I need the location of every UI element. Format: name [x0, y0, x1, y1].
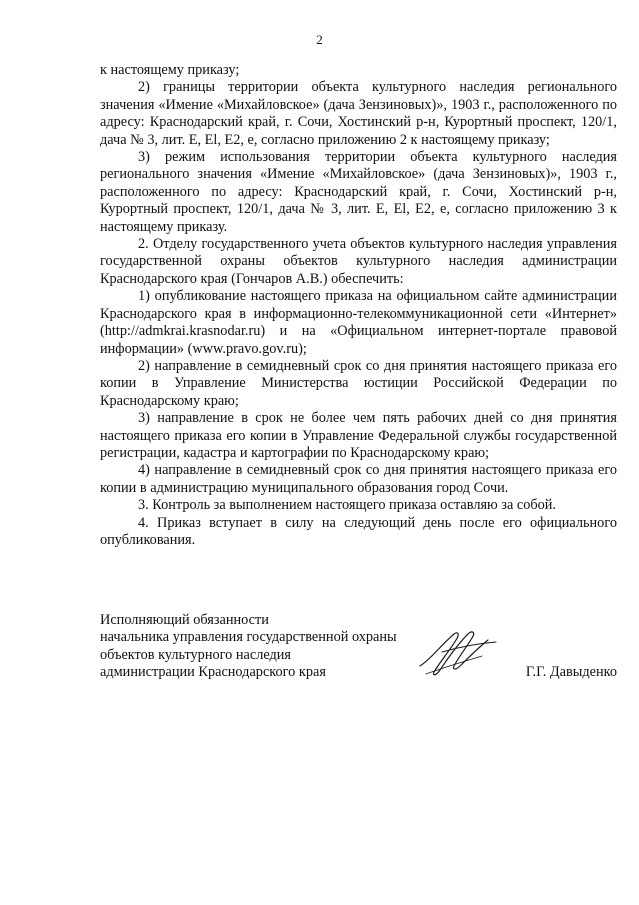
- paragraph: 3) направление в срок не более чем пять рабочих дней со дня принятия настоящего приказа его копии в Управление Федеральной службы государственной регистрации, кадастра и картографии по Краснодарскому краю;: [100, 410, 617, 461]
- document-body: [100, 62, 617, 549]
- position-line: начальника управления государственной охраны: [100, 629, 397, 646]
- position-line: администрации Краснодарского края: [100, 664, 326, 681]
- paragraph: 3. Контроль за выполнением настоящего приказа оставляю за собой.: [138, 497, 557, 514]
- handwritten-signature: [412, 622, 502, 682]
- paragraph: 4. Приказ вступает в силу на следующий день после его официального опубликования.: [100, 514, 617, 548]
- paragraph: 4) направление в семидневный срок со дня принятия настоящего приказа его копии в администрацию муниципального образования город Сочи.: [100, 462, 617, 496]
- position-line: Исполняющий обязанности: [100, 612, 269, 628]
- paragraph: 2) направление в семидневный срок со дня принятия настоящего приказа его копии в Управление Министерства юстиции Российской Федерации по Краснодарскому краю;: [100, 357, 617, 409]
- paragraph: 1) опубликование настоящего приказа на официальном сайте администрации Краснодарского края в информационно-телекоммуникационной сети «Интернет» (http://admkrai.krasnodar.ru) и на «Официальном интернет-портале правовой информации» (www.pravo.gov.ru);: [100, 288, 617, 357]
- signatory-position: [100, 612, 397, 682]
- position-line: объектов культурного наследия: [100, 646, 291, 663]
- paragraph: 2) границы территории объекта культурного наследия регионального значения «Имение «Михайловское» (дача Зензиновых)», 1903 г., расположенного по адресу: Краснодарский край, г. Сочи, Хостинский р-н, Курортный проспект, 120/1, дача № 3, лит. Е, El, Е2, е, согласно приложению 2 к настоящему приказу;: [100, 79, 617, 148]
- paragraph: 3) режим использования территории объекта культурного наследия регионального значения «Имение «Михайловское» (дача Зензиновых)», 1903 г., расположенного по адресу: Краснодарский край, г. Сочи, Хостинский р-н, Курортный проспект, 120/1, дача № 3, лит. Е, El, Е2, е, согласно приложению 3 к настоящему приказу.: [100, 149, 617, 235]
- paragraph: 2. Отделу государственного учета объектов культурного наследия управления государственной охраны объектов культурного наследия администрации Краснодарского края (Гончаров А.В.) обеспечить:: [100, 236, 617, 287]
- page-number: 2: [316, 32, 323, 47]
- paragraph: к настоящему приказу;: [100, 62, 240, 78]
- signer-name: Г.Г. Давыденко: [525, 664, 617, 680]
